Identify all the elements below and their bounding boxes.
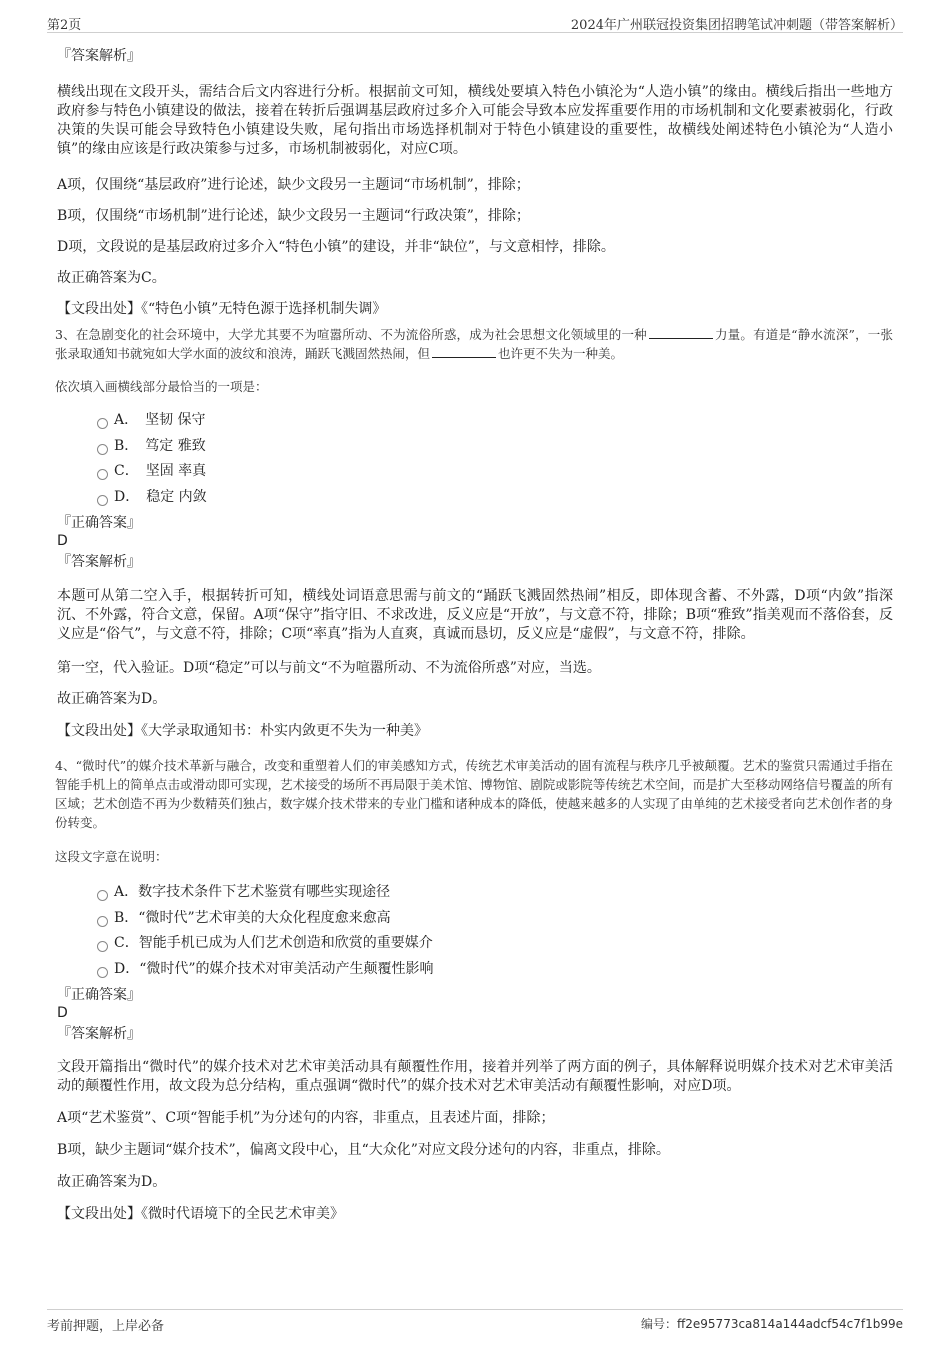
document-title: 2024年广州联冠投资集团招聘笔试冲刺题（带答案解析） bbox=[570, 18, 903, 33]
option-d[interactable]: D．“微时代”的媒介技术对审美活动产生颠覆性影响 bbox=[55, 957, 893, 983]
main-content bbox=[55, 43, 893, 1224]
analysis-heading: 『答案解析』 bbox=[57, 1026, 141, 1042]
question-stem: 4、“微时代”的媒介技术革新与融合，改变和重塑着人们的审美感知方式，传统艺术审美活动的固有流程与秩序几乎被颠覆。艺术的鉴赏只需通过手指在智能手机上的简单点击或滑动即可实现，艺术接受的场所不再局限于美术馆、博物馆、剧院或影院等传统艺术空间，而是扩大至移动网络信号覆盖的所有区域；艺术创造不再为少数精英们独占，数字媒介技术带来的专业门槛和诸种成本的降低，使越来越多的人实现了由单纯的艺术接受者向艺术创作者的身份转变。 bbox=[55, 758, 893, 830]
question-stem: 3、在急剧变化的社会环境中，大学尤其要不为喧嚣所动、不为流俗所惑，成为社会思想文化领域里的一种 力量。有道是“静水流深”，一张张录取通知书就宛如大学水面的波纹和浪涛，踊跃飞溅固然热闹，但 也许更不失为一种美。 bbox=[55, 327, 893, 361]
option-a[interactable]: A．数字技术条件下艺术鉴赏有哪些实现途径 bbox=[55, 880, 893, 906]
radio-button[interactable] bbox=[97, 418, 108, 429]
document-id: 编号：ff2e95773ca814a144adcf54c7f1b99e bbox=[641, 1317, 903, 1331]
q2-analysis bbox=[55, 47, 893, 319]
radio-button[interactable] bbox=[97, 495, 108, 506]
question-prompt: 这段文字意在说明： bbox=[55, 849, 168, 864]
correct-answer: D bbox=[57, 533, 68, 549]
analysis-paragraph: A项“艺术鉴赏”、C项“智能手机”为分述句的内容，非重点，且表述片面，排除； bbox=[57, 1110, 555, 1126]
analysis-paragraph: B项，缺少主题词“媒介技术”，偏离文段中心，且“大众化”对应文段分述句的内容，非重点，排除。 bbox=[57, 1142, 670, 1158]
page-number: 第2页 bbox=[47, 18, 82, 33]
analysis-paragraph: 横线出现在文段开头，需结合后文内容进行分析。根据前文可知，横线处要填入特色小镇沦为“人造小镇”的缘由。横线后指出一些地方政府参与特色小镇建设的做法，接着在转折后强调基层政府过多介入可能会导致本应发挥重要作用的市场机制和文化要素被弱化，行政决策的失误可能会导致特色小镇建设失败，尾句指出市场选择机制对于特色小镇建设的重要性，故横线处阐述特色小镇沦为“人造小镇”的缘由应该是行政决策参与过多，市场机制被弱化，对应C项。 bbox=[57, 84, 893, 157]
radio-button[interactable] bbox=[97, 941, 108, 952]
fill-blank bbox=[432, 345, 496, 358]
radio-button[interactable] bbox=[97, 444, 108, 455]
correct-answer-heading: 『正确答案』 bbox=[57, 515, 141, 531]
analysis-heading: 『答案解析』 bbox=[57, 48, 141, 64]
analysis-paragraph: B项，仅围绕“市场机制”进行论述，缺少文段另一主题词“行政决策”，排除； bbox=[57, 208, 530, 224]
analysis-paragraph: 文段开篇指出“微时代”的媒介技术对艺术审美活动具有颠覆性作用，接着并列举了两方面的例子，具体解释说明媒介技术对艺术审美活动的颠覆性作用，故文段为总分结构，重点强调“微时代”的媒介技术对艺术审美活动有颠覆性影响，对应D项。 bbox=[57, 1059, 893, 1094]
option-b[interactable]: B．“微时代”艺术审美的大众化程度愈来愈高 bbox=[55, 906, 893, 932]
option-b[interactable]: B． 笃定 雅致 bbox=[55, 434, 893, 460]
radio-button[interactable] bbox=[97, 967, 108, 978]
question-4 bbox=[55, 756, 893, 1224]
answer-conclusion: 故正确答案为D。 bbox=[57, 1174, 167, 1190]
fill-blank bbox=[649, 326, 713, 339]
correct-answer: D bbox=[57, 1005, 68, 1021]
analysis-paragraph: D项，文段说的是基层政府过多介入“特色小镇”的建设，并非“缺位”，与文意相悖，排除。 bbox=[57, 239, 615, 255]
analysis-paragraph: 本题可从第二空入手，根据转折可知，横线处词语意思需与前文的“踊跃飞溅固然热闹”相反，即体现含蓄、不外露，D项“内敛”指深沉、不外露，符合文意，保留。A项“保守”指守旧、不求改进，反义应是“开放”，与文意不符，排除；B项“雅致”指美观而不落俗套，反义应是“俗气”，与文意不符，排除；C项“率真”指为人直爽，真诚而恳切，反义应是“虚假”，与文意不符，排除。 bbox=[57, 588, 893, 642]
source-citation: 【文段出处】《“特色小镇”无特色源于选择机制失调》 bbox=[57, 301, 387, 317]
analysis-heading: 『答案解析』 bbox=[57, 554, 141, 570]
radio-button[interactable] bbox=[97, 469, 108, 480]
answer-conclusion: 故正确答案为D。 bbox=[57, 691, 167, 707]
page-header bbox=[47, 10, 903, 33]
option-d[interactable]: D． 稳定 内敛 bbox=[55, 485, 893, 511]
correct-answer-heading: 『正确答案』 bbox=[57, 987, 141, 1003]
question-3 bbox=[55, 325, 893, 741]
option-c[interactable]: C． 坚固 率真 bbox=[55, 459, 893, 485]
radio-button[interactable] bbox=[97, 890, 108, 901]
radio-button[interactable] bbox=[97, 916, 108, 927]
answer-conclusion: 故正确答案为C。 bbox=[57, 270, 166, 286]
option-a[interactable]: A． 坚韧 保守 bbox=[55, 408, 893, 434]
footer-slogan: 考前押题，上岸必备 bbox=[47, 1319, 165, 1334]
analysis-paragraph: A项，仅围绕“基层政府”进行论述，缺少文段另一主题词“市场机制”，排除； bbox=[57, 177, 530, 193]
question-prompt: 依次填入画横线部分最恰当的一项是： bbox=[55, 379, 268, 394]
source-citation: 【文段出处】《大学录取通知书：朴实内敛更不失为一种美》 bbox=[57, 723, 428, 739]
analysis-paragraph: 第一空，代入验证。D项“稳定”可以与前文“不为喧嚣所动、不为流俗所惑”对应，当选。 bbox=[57, 660, 601, 676]
option-list bbox=[55, 408, 893, 510]
option-list bbox=[55, 880, 893, 982]
option-c[interactable]: C．智能手机已成为人们艺术创造和欣赏的重要媒介 bbox=[55, 931, 893, 957]
page-footer bbox=[47, 1309, 903, 1338]
source-citation: 【文段出处】《微时代语境下的全民艺术审美》 bbox=[57, 1206, 344, 1222]
